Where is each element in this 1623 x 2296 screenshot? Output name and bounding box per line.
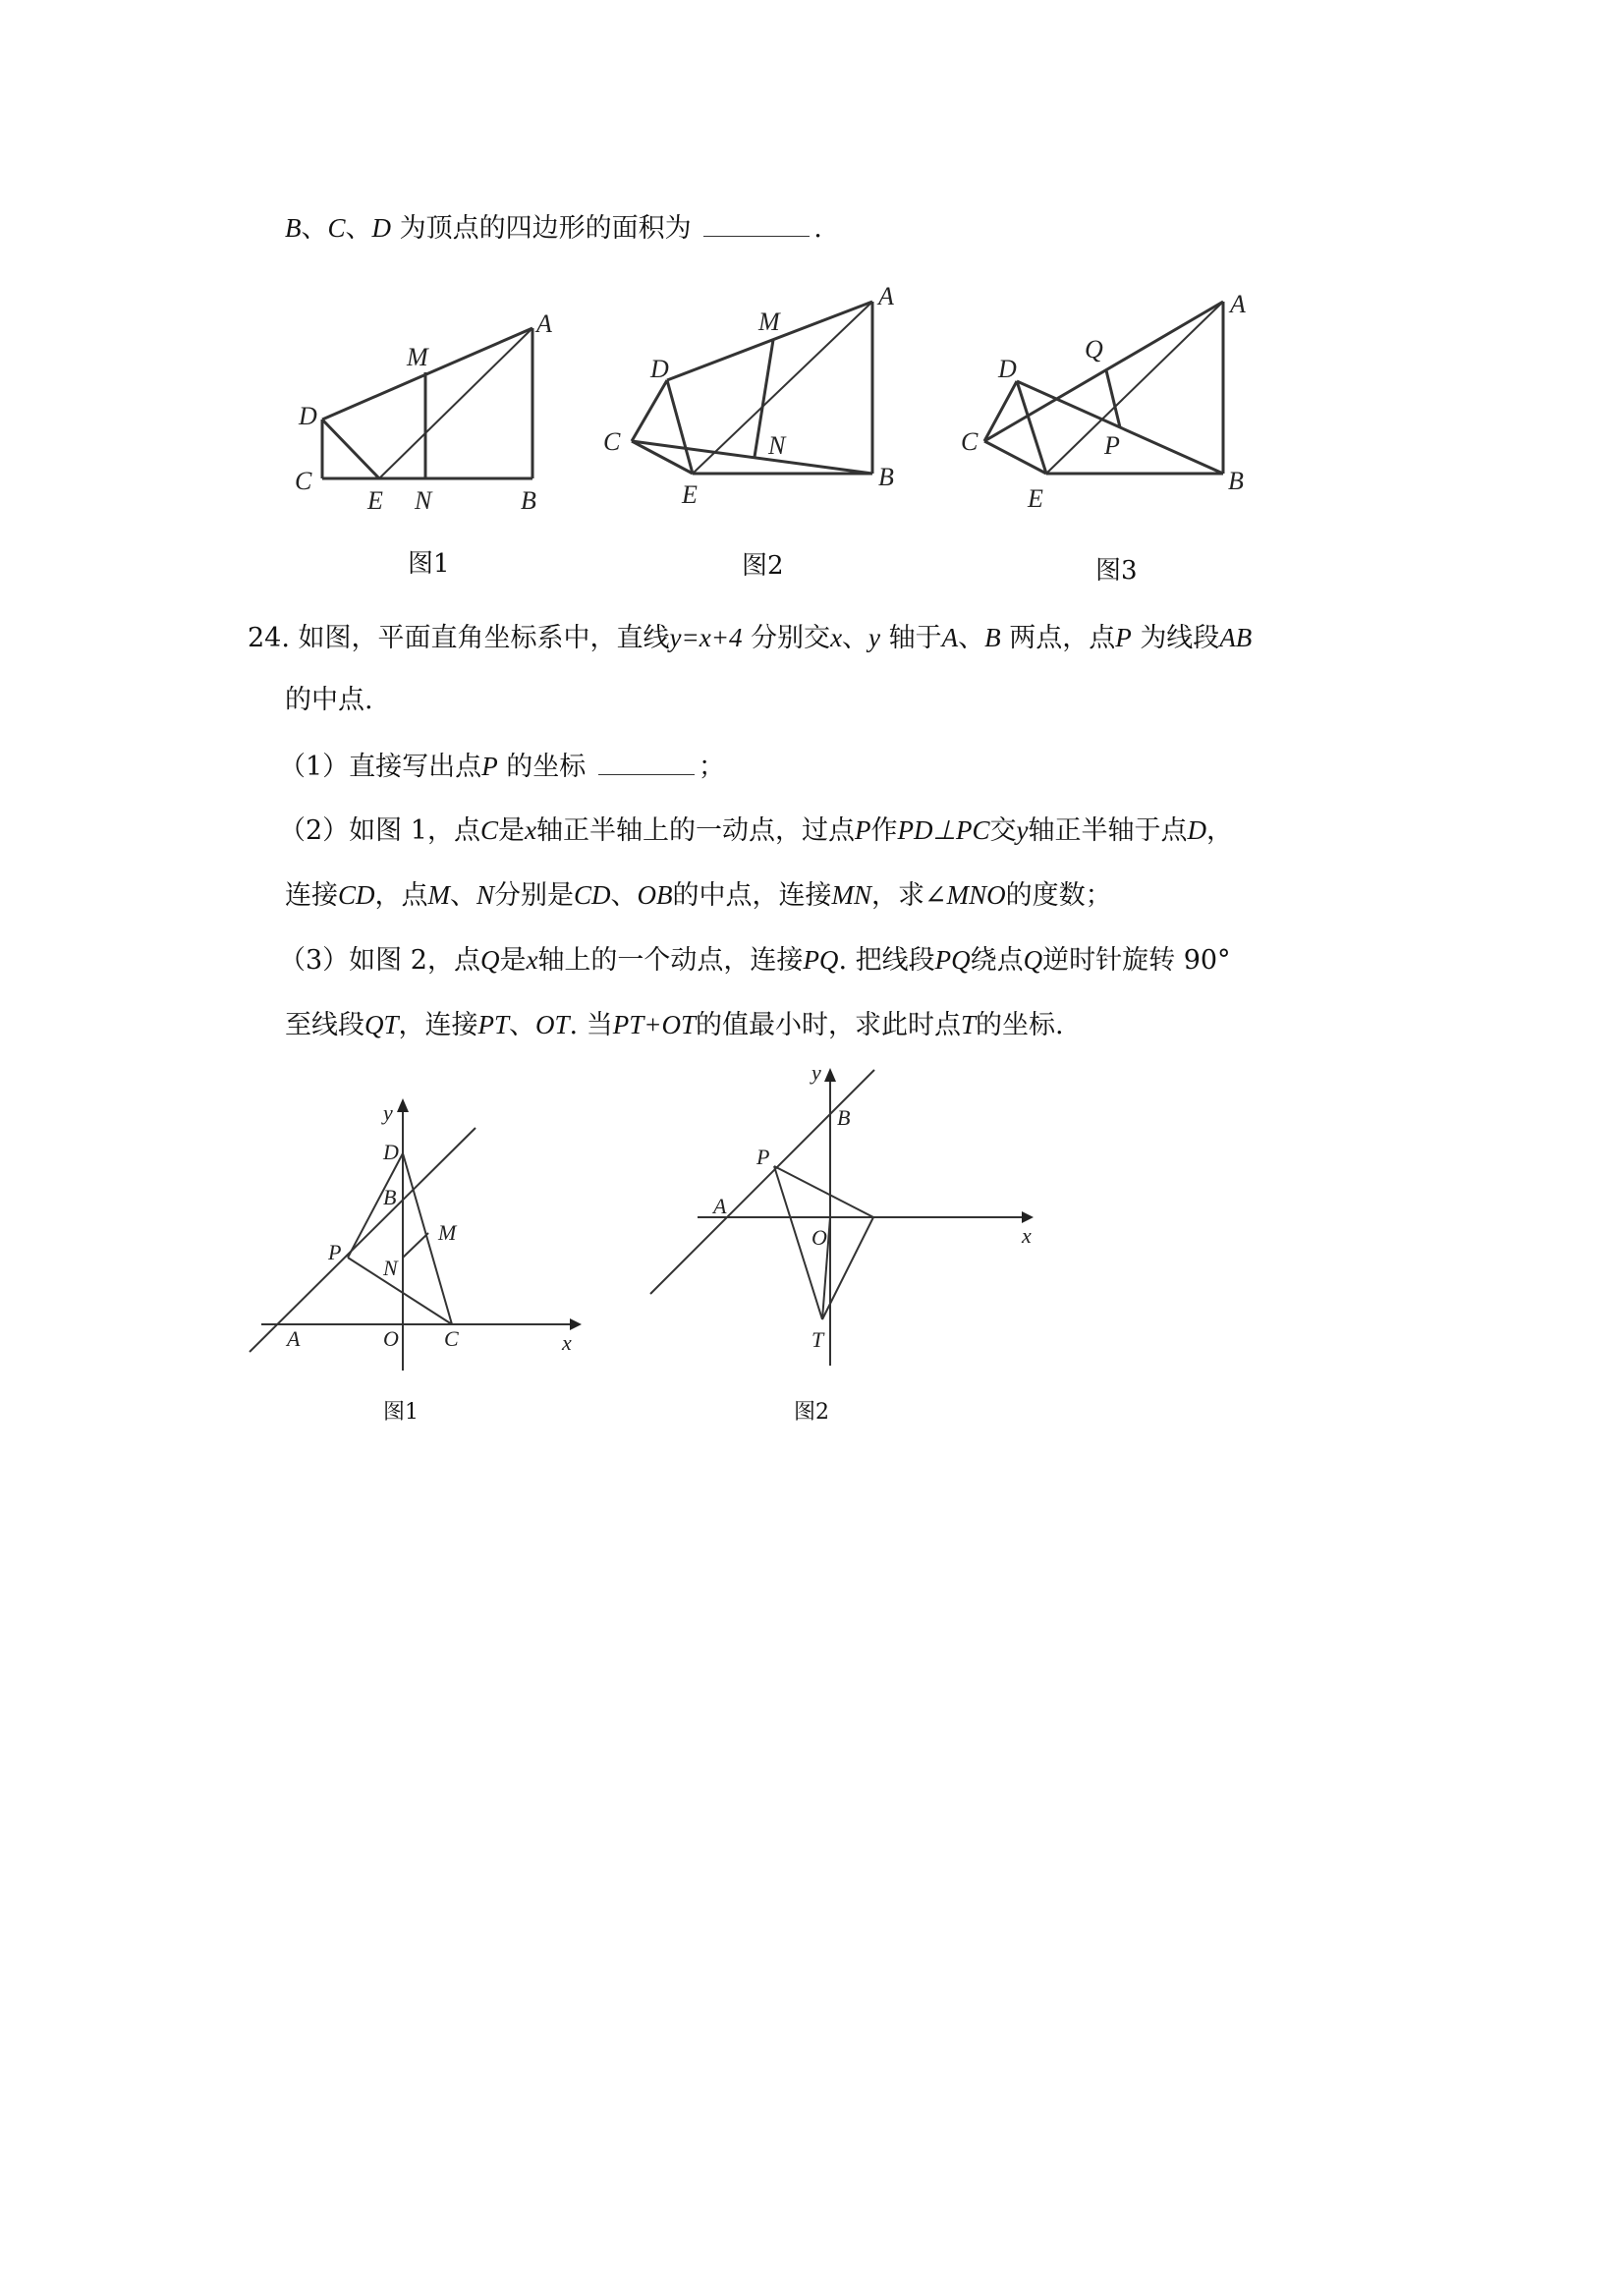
label-n: N — [415, 486, 432, 515]
stem-text: 轴于 — [888, 623, 942, 653]
var-pq: PQ — [934, 945, 971, 975]
top-figure-3 — [943, 275, 1277, 570]
q24-part-2-line-1 — [279, 813, 1233, 848]
part1-text: 的坐标 — [506, 752, 587, 782]
part3-text: . 当 — [569, 1010, 613, 1040]
var-b: B — [285, 213, 302, 243]
label-p: P — [328, 1240, 342, 1264]
part2-text: 、 — [450, 880, 477, 911]
label-a: A — [713, 1194, 727, 1218]
separator: 、 — [301, 213, 328, 244]
part2-text: 的度数； — [1005, 880, 1112, 911]
var-ob: OB — [637, 880, 673, 910]
var-y: y — [1016, 815, 1029, 845]
semicolon: ； — [698, 752, 725, 782]
separator: 、 — [842, 623, 869, 653]
segment-da — [322, 328, 532, 420]
var-c: C — [479, 815, 498, 845]
segment-de — [322, 420, 379, 478]
var-mno: MNO — [946, 880, 1006, 910]
top-figure-2 — [589, 275, 923, 570]
segment-de — [667, 380, 693, 474]
y-axis-arrow-icon — [397, 1098, 409, 1112]
part2-text: ， — [1205, 815, 1233, 846]
var-y: y — [868, 623, 881, 652]
var-p: P — [854, 815, 871, 845]
top-figure-2-caption: 图2 — [742, 551, 784, 581]
segment-cb — [632, 441, 872, 474]
var-pq: PQ — [803, 945, 839, 975]
bottom-figure-2 — [639, 1060, 1051, 1390]
part2-text: 轴正半轴上的一动点，过点 — [535, 815, 855, 846]
part2-text: 交 — [989, 815, 1017, 846]
answer-blank[interactable] — [703, 210, 810, 237]
var-q: Q — [479, 945, 500, 975]
q24-stem-line-2 — [285, 684, 373, 717]
var-pt: PT — [477, 1010, 510, 1039]
part2-text: ，点 — [374, 880, 428, 911]
label-c: C — [295, 467, 312, 495]
label-m: M — [758, 308, 780, 336]
x-axis-arrow-icon — [570, 1318, 582, 1330]
label-b: B — [878, 463, 894, 491]
answer-blank[interactable] — [598, 749, 695, 775]
top-figure-3-caption: 图3 — [1095, 556, 1138, 586]
prev-question-tail — [285, 210, 822, 246]
var-ot: OT — [535, 1010, 570, 1039]
part3-text: ，连接 — [398, 1010, 478, 1040]
label-t: T — [812, 1327, 824, 1352]
var-qt: QT — [364, 1010, 399, 1039]
part3-text: 、 — [509, 1010, 536, 1040]
top-figure-1-caption: 图1 — [408, 549, 450, 579]
label-p: P — [756, 1145, 770, 1169]
expr-pt-plus-ot: PT+OT — [612, 1010, 696, 1039]
q24-part-3-line-1 — [279, 943, 1231, 978]
part3-text: （3）如图 2，点 — [279, 945, 480, 976]
label-d: D — [650, 355, 669, 383]
var-d: D — [371, 213, 392, 243]
label-n: N — [383, 1256, 398, 1280]
part2-text: 分别是 — [494, 880, 575, 911]
stem-text: 如图，平面直角坐标系中，直线 — [298, 623, 670, 653]
stem-text: 分别交 — [751, 623, 831, 653]
var-q: Q — [1023, 945, 1043, 975]
part2-text: 、 — [610, 880, 638, 911]
part3-text: 逆时针旋转 90° — [1042, 945, 1231, 976]
label-b: B — [837, 1105, 851, 1130]
part3-text: . 把线段 — [838, 945, 935, 976]
equation: y=x+4 — [669, 623, 743, 652]
perpendicular-expr: PD⊥PC — [897, 815, 990, 845]
bottom-figure-1-caption: 图1 — [383, 1400, 419, 1425]
label-a: A — [878, 282, 894, 310]
label-y: y — [383, 1100, 393, 1125]
label-o: O — [812, 1225, 827, 1250]
segment-qp — [1106, 370, 1120, 427]
stem-text: 两点，点 — [1009, 623, 1116, 653]
label-m: M — [438, 1220, 457, 1245]
part2-text: 轴正半轴于点 — [1028, 815, 1188, 846]
var-t: T — [960, 1010, 976, 1039]
label-a: A — [1230, 290, 1246, 318]
stem-text: 的中点. — [285, 685, 373, 715]
prev-question-text: 为顶点的四边形的面积为 — [399, 213, 692, 244]
label-n: N — [768, 431, 786, 460]
part3-text: 的坐标. — [976, 1010, 1064, 1040]
label-q: Q — [1085, 335, 1103, 364]
part2-text: 的中点，连接 — [672, 880, 832, 911]
var-x: x — [526, 945, 538, 975]
label-b: B — [1228, 467, 1244, 495]
q24-part-1 — [279, 749, 725, 784]
var-p: P — [481, 752, 498, 781]
var-p: P — [1115, 623, 1132, 652]
part2-text: 作 — [870, 815, 898, 846]
part3-text: 轴上的一个动点，连接 — [537, 945, 804, 976]
label-e: E — [682, 480, 698, 509]
label-p: P — [1104, 431, 1120, 460]
label-c: C — [444, 1326, 459, 1351]
var-x: x — [524, 815, 536, 845]
var-mn: MN — [831, 880, 872, 910]
var-cd: CD — [574, 880, 611, 910]
label-d: D — [998, 355, 1017, 383]
var-m: M — [427, 880, 451, 910]
part2-text: 连接 — [285, 880, 338, 911]
period: . — [813, 213, 822, 244]
q24-part-3-line-2 — [285, 1008, 1064, 1042]
label-a: A — [536, 309, 552, 338]
part3-text: 至线段 — [285, 1010, 364, 1040]
part1-text: （1）直接写出点 — [279, 752, 482, 782]
var-d: D — [1187, 815, 1206, 845]
segment-ea — [1046, 302, 1223, 474]
var-ab: AB — [1219, 623, 1253, 652]
segment-ea — [379, 328, 532, 478]
bottom-figure-2-caption: 图2 — [794, 1400, 829, 1425]
label-e: E — [367, 486, 383, 515]
part3-text: 的值最小时，求此时点 — [695, 1010, 961, 1040]
separator: 、 — [958, 623, 985, 653]
label-b: B — [521, 486, 536, 515]
part2-text: （2）如图 1，点 — [279, 815, 480, 846]
bottom-figure-1 — [246, 1091, 589, 1385]
label-c: C — [961, 427, 979, 456]
top-figure-3-diagram — [943, 275, 1277, 570]
label-c: C — [603, 427, 621, 456]
part2-text: ，求∠ — [871, 880, 947, 911]
q24-part-2-line-2 — [285, 878, 1112, 913]
stem-text: 为线段 — [1140, 623, 1220, 653]
line-ab — [650, 1070, 874, 1294]
segment-nm — [403, 1233, 428, 1258]
top-figure-2-diagram — [589, 275, 923, 570]
label-a: A — [287, 1326, 301, 1351]
question-number: 24. — [248, 623, 290, 653]
y-axis-arrow-icon — [824, 1068, 836, 1082]
var-c: C — [327, 213, 346, 243]
x-axis-arrow-icon — [1022, 1211, 1034, 1223]
bottom-figure-2-diagram — [639, 1060, 1051, 1390]
label-d: D — [299, 402, 317, 430]
label-x: x — [562, 1330, 572, 1355]
label-m: M — [407, 343, 428, 371]
part3-text: 是 — [499, 945, 527, 976]
separator: 、 — [345, 213, 372, 244]
var-b: B — [984, 623, 1001, 652]
bottom-figure-1-diagram — [246, 1091, 589, 1385]
segment-cd — [632, 380, 667, 441]
label-d: D — [383, 1140, 399, 1164]
label-y: y — [812, 1060, 821, 1085]
label-x: x — [1022, 1223, 1032, 1248]
label-b: B — [383, 1185, 397, 1209]
var-cd: CD — [338, 880, 375, 910]
label-e: E — [1028, 484, 1043, 513]
part3-text: 绕点 — [970, 945, 1024, 976]
segment-pq — [774, 1166, 873, 1217]
q24-stem-line-1 — [248, 621, 1252, 655]
var-a: A — [941, 623, 959, 652]
var-x: x — [830, 623, 843, 652]
var-n: N — [476, 880, 495, 910]
part2-text: 是 — [497, 815, 525, 846]
label-o: O — [383, 1326, 399, 1351]
